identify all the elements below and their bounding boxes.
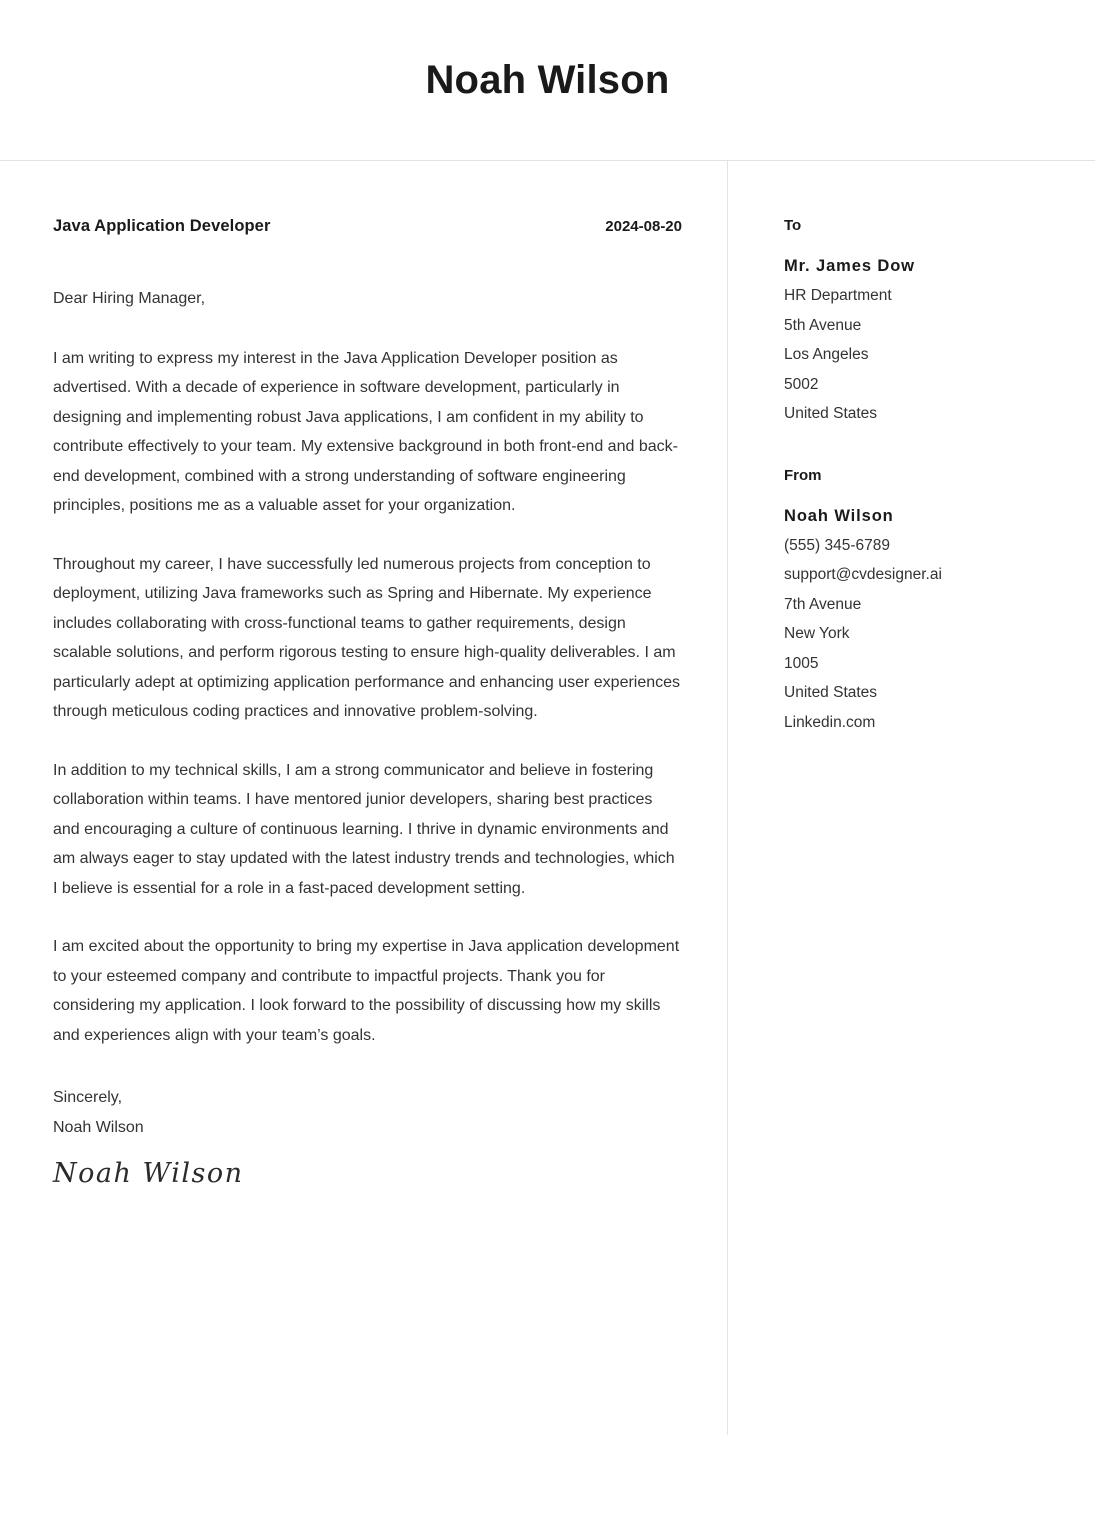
sender-phone: (555) 345-6789 (784, 536, 890, 554)
sender-line: New York (784, 625, 850, 642)
letter-title-row (53, 217, 682, 236)
sender-line: 7th Avenue (784, 595, 862, 613)
recipient-line: Los Angeles (784, 346, 869, 363)
recipient-name: Mr. James Dow (784, 257, 915, 275)
sender-line: United States (784, 684, 878, 701)
page-title: Noah Wilson (425, 58, 670, 102)
recipient-block (784, 217, 1075, 429)
document-body (0, 161, 1095, 1189)
letter-date: 2024-08-20 (605, 218, 682, 235)
sender-block (784, 467, 1075, 738)
recipient-line: 5th Avenue (784, 316, 862, 334)
column-divider (727, 161, 728, 1435)
closing-block (53, 1083, 682, 1142)
letter-paragraphs (53, 344, 682, 1051)
salutation: Dear Hiring Manager, (53, 290, 206, 307)
closing-phrase: Sincerely, (53, 1089, 123, 1106)
letter-column (0, 161, 727, 1189)
closing-name: Noah Wilson (53, 1118, 144, 1136)
sender-name: Noah Wilson (784, 506, 894, 525)
sender-email: support@cvdesigner.ai (784, 566, 942, 583)
recipient-line: HR Department (784, 287, 892, 304)
sender-label: From (784, 466, 822, 484)
job-title: Java Application Developer (53, 217, 271, 235)
sender-website: Linkedin.com (784, 713, 876, 731)
letter-paragraph: I am excited about the opportunity to bring my expertise in Java application development to your esteemed company and contribute to impactful projects. Thank you for considering my application. I look forward to the possibility of discussing how my skills and experiences align with your team’s goals. (53, 938, 680, 1044)
letter-paragraph: In addition to my technical skills, I am a strong communicator and believe in fostering collaboration within teams. I have mentored junior developers, sharing best practices and encouraging a culture of continuous learning. I thrive in dynamic environments and am always eager to stay updated with the latest industry trends and technologies, which I believe is essential for a role in a fast-paced development setting. (53, 761, 675, 897)
document-header (0, 0, 1095, 160)
letter-paragraph: I am writing to express my interest in the Java Application Developer position as advertised. With a decade of experience in software development, particularly in designing and implementing robust Java applications, I am confident in my ability to contribute effectively to your team. My extensive background in both front-end and back-end development, combined with a strong understanding of software engineering principles, positions me as a valuable asset for your organization. (53, 349, 678, 514)
recipient-label: To (784, 217, 802, 234)
address-column (727, 161, 1095, 737)
recipient-line: 5002 (784, 375, 819, 393)
recipient-line: United States (784, 405, 878, 422)
letter-paragraph: Throughout my career, I have successfully led numerous projects from conception to deployment, utilizing Java frameworks such as Spring and Hibernate. My experience includes collaborating with cross-functional teams to gather requirements, design scalable solutions, and perform rigorous testing to ensure high-quality deliverables. I am particularly adept at optimizing application performance and enhancing user experiences through meticulous coding practices and innovative problem-solving. (53, 555, 681, 720)
sender-line: 1005 (784, 654, 819, 672)
signature: Noah Wilson (53, 1158, 244, 1189)
